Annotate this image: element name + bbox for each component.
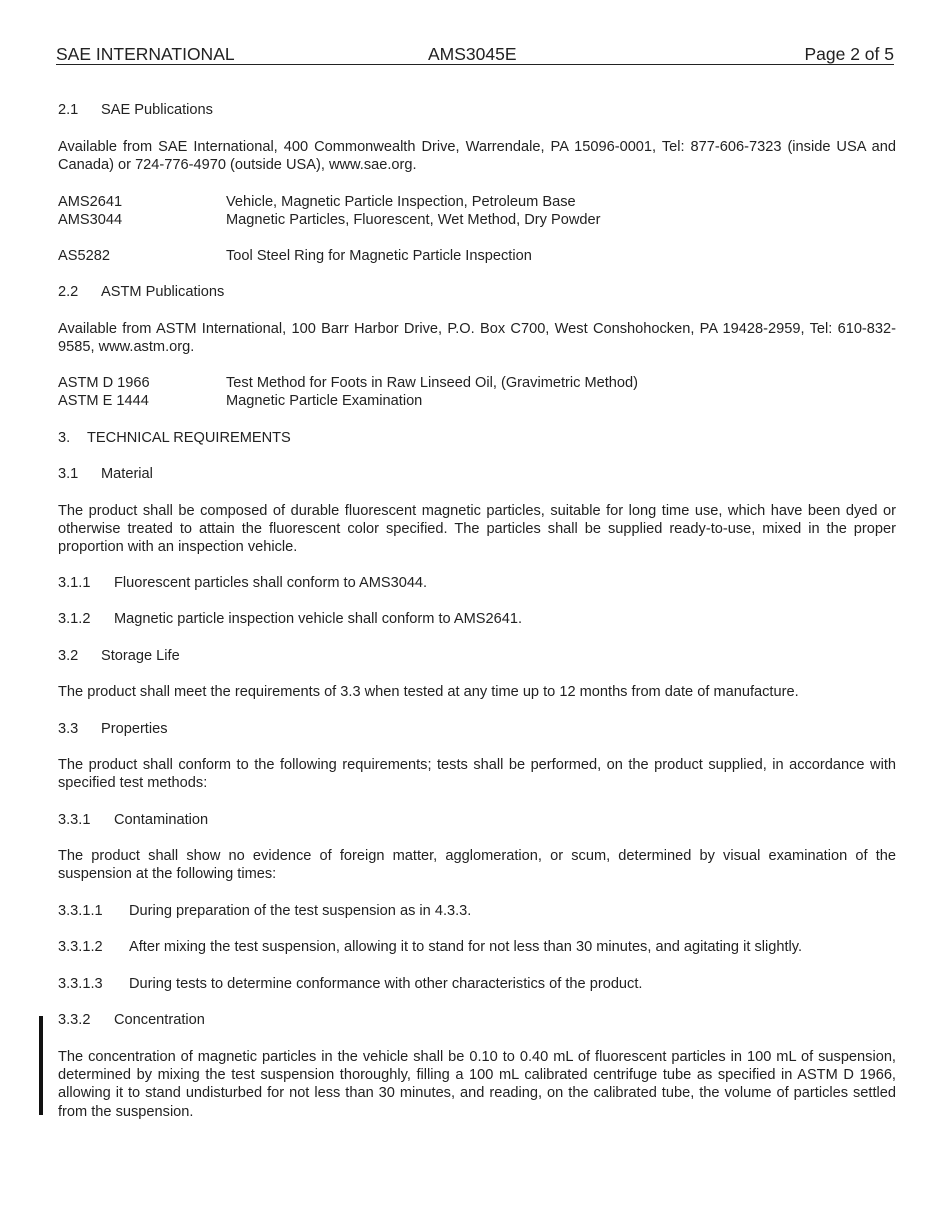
section-3-2-paragraph: The product shall meet the requirements of 3.3 when tested at any time up to 12 months from date of manufacture. <box>58 684 799 700</box>
section-title: Storage Life <box>101 648 180 664</box>
reference-description: Test Method for Foots in Raw Linseed Oil, (Gravimetric Method) <box>226 375 639 391</box>
section-number: 3.3.1.3 <box>58 976 103 992</box>
revision-change-bar <box>39 1016 43 1115</box>
section-2-1-paragraph: Available from SAE International, 400 Commonwealth Drive, Warrendale, PA 15096-0001, Tel: 877-606-7323 (inside USA and Canada) or 724-776-4970 (outside USA), www.sae.org. <box>58 139 896 174</box>
section-text: During tests to determine conformance with other characteristics of the product. <box>129 976 643 992</box>
section-title: Properties <box>101 721 168 737</box>
section-number: 3.3.1 <box>58 812 91 828</box>
section-3-3-1-3 <box>58 975 896 993</box>
section-2-1-heading <box>58 101 896 119</box>
section-title: Contamination <box>114 812 209 828</box>
section-number: 2.2 <box>58 284 79 300</box>
section-number: 3.1.1 <box>58 575 91 591</box>
section-2-2-heading <box>58 283 896 301</box>
section-text: After mixing the test suspension, allowing it to stand for not less than 30 minutes, and agitating it slightly. <box>129 939 803 955</box>
section-number: 3.1.2 <box>58 611 91 627</box>
section-number: 3.3 <box>58 721 79 737</box>
reference-description: Magnetic Particles, Fluorescent, Wet Method, Dry Powder <box>226 212 601 228</box>
header-org: SAE INTERNATIONAL <box>56 44 235 64</box>
section-3-3-1-heading <box>58 811 896 829</box>
header-page-number: Page 2 of 5 <box>804 44 894 64</box>
section-3-3-2-heading <box>58 1011 896 1029</box>
section-2-2-paragraph: Available from ASTM International, 100 Barr Harbor Drive, P.O. Box C700, West Conshohocken, PA 19428-2959, Tel: 610-832-9585, www.astm.org. <box>58 321 896 356</box>
section-3-3-2-paragraph: The concentration of magnetic particles in the vehicle shall be 0.10 to 0.40 mL of fluorescent particles in 100 mL of suspension, determined by mixing the test suspension thoroughly, filling a 100 mL calibrated centrifuge tube as specified in ASTM D 1966, allowing it to stand undisturbed for not less than 30 minutes, and reading, on the calibrated tube, the volume of particles settled from the suspension. <box>58 1049 896 1120</box>
reference-code: AMS2641 <box>58 194 123 210</box>
section-number: 3. <box>58 430 71 446</box>
section-title: Material <box>101 466 153 482</box>
section-3-1-2 <box>58 610 896 628</box>
section-number: 3.3.2 <box>58 1012 91 1028</box>
section-number: 3.1 <box>58 466 79 482</box>
section-3-3-1-1 <box>58 902 896 920</box>
section-number: 2.1 <box>58 102 79 118</box>
reference-description: Magnetic Particle Examination <box>226 393 423 409</box>
header-doc-id: AMS3045E <box>428 44 517 64</box>
section-title: SAE Publications <box>101 102 213 118</box>
section-3-1-1 <box>58 574 896 592</box>
section-title: Concentration <box>114 1012 205 1028</box>
section-3-1-paragraph: The product shall be composed of durable fluorescent magnetic particles, suitable for long time use, which have been dyed or otherwise treated to attain the fluorescent color specified. The particles shall be supplied ready-to-use, mixed in the proper proportion with an inspection vehicle. <box>58 503 896 556</box>
reference-code: ASTM D 1966 <box>58 375 150 391</box>
section-text: Magnetic particle inspection vehicle shall conform to AMS2641. <box>114 611 523 627</box>
section-number: 3.3.1.2 <box>58 939 103 955</box>
section-3-3-1-paragraph: The product shall show no evidence of foreign matter, agglomeration, or scum, determined by visual examination of the suspension at the following times: <box>58 848 896 883</box>
section-3-heading <box>58 429 896 447</box>
section-3-2-heading <box>58 647 896 665</box>
section-3-3-paragraph: The product shall conform to the following requirements; tests shall be performed, on the product supplied, in accordance with specified test methods: <box>58 757 896 792</box>
section-3-3-heading <box>58 720 896 738</box>
reference-code: AMS3044 <box>58 212 123 228</box>
section-title: TECHNICAL REQUIREMENTS <box>87 430 291 446</box>
reference-description: Tool Steel Ring for Magnetic Particle Inspection <box>226 248 532 264</box>
section-number: 3.2 <box>58 648 79 664</box>
section-3-3-1-2 <box>58 938 896 956</box>
section-3-1-heading <box>58 465 896 483</box>
reference-code: ASTM E 1444 <box>58 393 149 409</box>
section-text: During preparation of the test suspension as in 4.3.3. <box>129 903 472 919</box>
reference-description: Vehicle, Magnetic Particle Inspection, Petroleum Base <box>226 194 576 210</box>
reference-code: AS5282 <box>58 248 110 264</box>
section-number: 3.3.1.1 <box>58 903 103 919</box>
section-title: ASTM Publications <box>101 284 225 300</box>
page-header <box>56 44 894 65</box>
section-text: Fluorescent particles shall conform to AMS3044. <box>114 575 428 591</box>
